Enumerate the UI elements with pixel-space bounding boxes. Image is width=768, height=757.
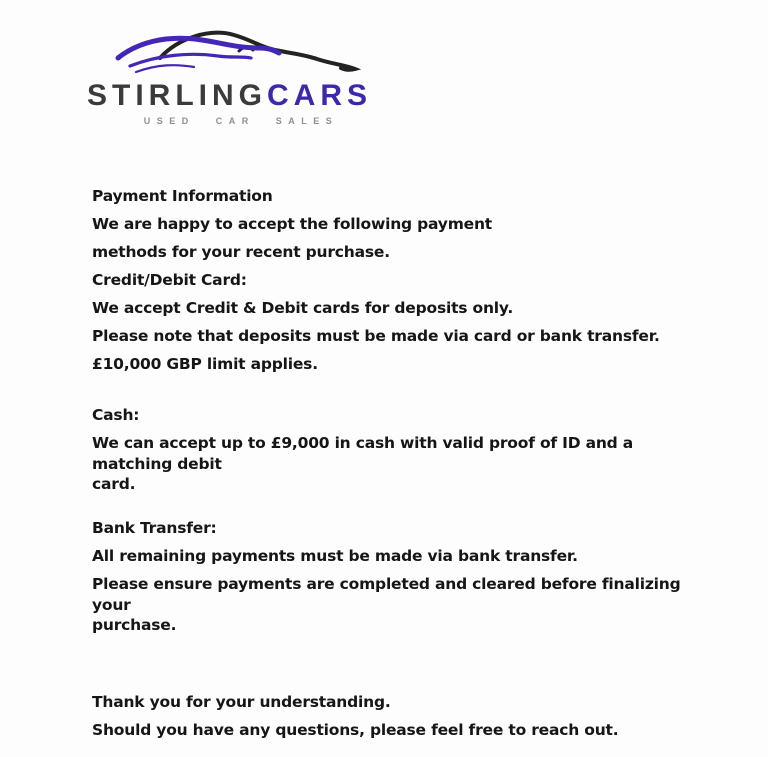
closing-line: Should you have any questions, please feel free to reach out.	[92, 720, 619, 739]
body-line: We can accept up to £9,000 in cash with valid proof of ID and a matching debit	[92, 434, 634, 473]
body-line: card.	[92, 475, 136, 494]
section-credit-debit	[92, 270, 692, 374]
body-line: All remaining payments must be made via bank transfer.	[92, 547, 578, 566]
car-silhouette-icon	[110, 28, 390, 80]
body-line: Please ensure payments are completed and cleared before finalizing your	[92, 575, 681, 614]
closing	[92, 692, 692, 740]
section-heading: Bank Transfer:	[92, 519, 217, 538]
brand-name-primary: STIRLING	[87, 79, 267, 112]
intro-line: We are happy to accept the following payment	[92, 214, 493, 233]
logo	[85, 28, 387, 126]
section-bank-transfer	[92, 518, 692, 635]
brand-wordmark	[87, 80, 387, 112]
closing-line: Thank you for your understanding.	[92, 692, 391, 711]
section-heading: Credit/Debit Card:	[92, 270, 247, 289]
letter-body	[92, 186, 692, 748]
body-line: We accept Credit & Debit cards for deposits only.	[92, 298, 514, 317]
body-line: purchase.	[92, 616, 177, 635]
section-cash	[92, 405, 692, 494]
section-heading: Cash:	[92, 406, 140, 425]
brand-tagline: USED CAR SALES	[143, 115, 339, 126]
letter-title: Payment Information	[92, 187, 273, 205]
body-line: Please note that deposits must be made via card or bank transfer.	[92, 326, 660, 345]
intro-line: methods for your recent purchase.	[92, 242, 390, 261]
brand-name-secondary: CARS	[267, 79, 373, 112]
body-line: £10,000 GBP limit applies.	[92, 354, 318, 373]
